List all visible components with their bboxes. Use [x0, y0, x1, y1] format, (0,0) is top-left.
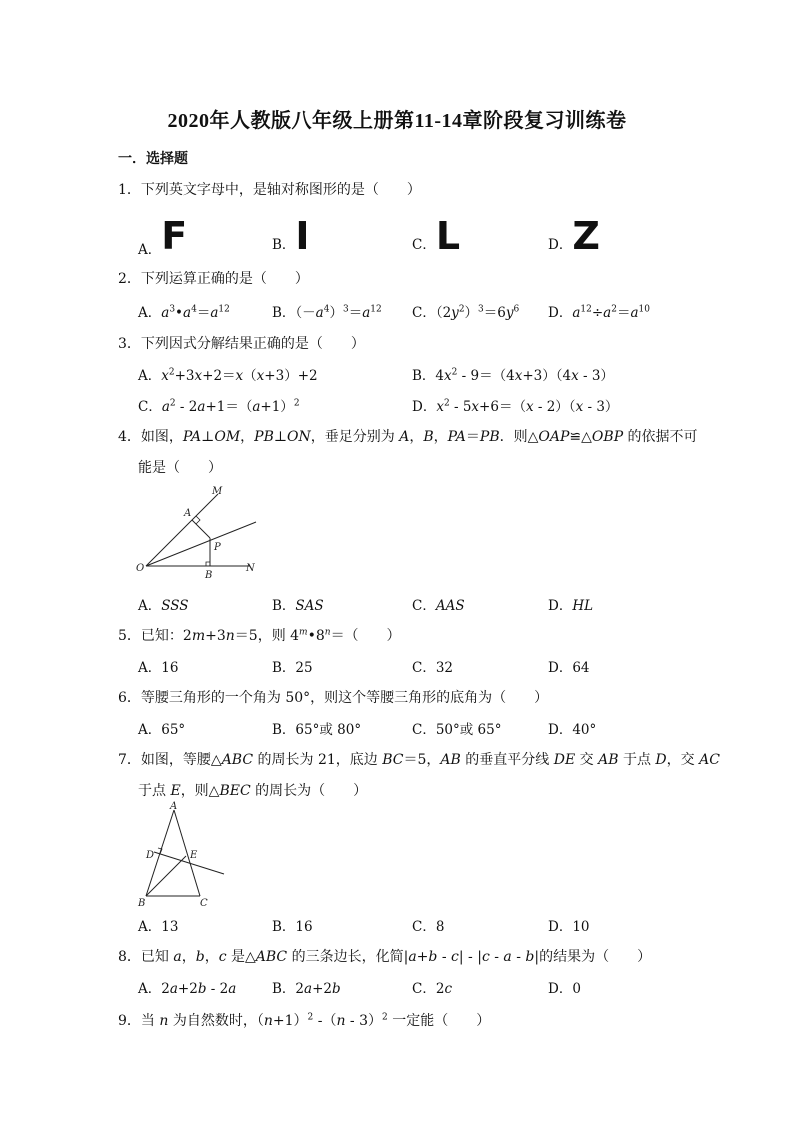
question-4-line2: 能是（ ） — [138, 460, 222, 476]
q7-label-b: B — [138, 898, 146, 908]
q3-option-c: C．$a^2 - 2a+1=(a+1)^2$ — [138, 398, 300, 415]
question-4-line1: 4．如图，PA⊥OM，PB⊥ON，垂足分别为 A，B，PA＝PB．则△OAP≌△OBP 的依据不可 — [118, 429, 698, 445]
q2-option-b-label: B．（－ — [272, 305, 316, 321]
q1-option-c — [412, 214, 460, 258]
q1-option-a-label: A． — [138, 242, 162, 258]
q7-option-b: B．16 — [272, 919, 313, 935]
q5-option-c: C．32 — [412, 660, 454, 676]
q6-option-c: C．50°或 65° — [412, 722, 502, 738]
q4-label-o: O — [136, 563, 145, 574]
question-7-prefix: 7．如图，等腰△ — [118, 752, 222, 768]
q2-option-a-label: A． — [138, 305, 162, 321]
question-4-prefix: 4．如图， — [118, 429, 183, 445]
q3-option-d-label: D． — [412, 399, 437, 415]
section-heading: 一．选择题 — [118, 151, 188, 167]
q4-option-d-value: HL — [572, 598, 594, 614]
q8-option-c: C．2c — [412, 981, 452, 997]
q7-option-c: C．8 — [412, 919, 445, 935]
question-6-stem: 6．等腰三角形的一个角为 50°，则这个等腰三角形的底角为（ ） — [118, 690, 549, 706]
q2-option-d-label: D． — [548, 305, 573, 321]
q1-option-d — [548, 214, 600, 258]
question-7-line1: 7．如图，等腰△ABC 的周长为 21，底边 BC＝5，AB 的垂直平分线 DE 交 AB 于点 D，交 AC — [118, 752, 720, 768]
q5-option-d: D．64 — [548, 660, 590, 676]
q3-option-d: D．$x^2 - 5x+6=(x - 2)(x - 3)$ — [412, 398, 619, 415]
question-1-stem: 1．下列英文字母中，是轴对称图形的是（ ） — [118, 182, 421, 198]
q4-figure — [132, 482, 262, 582]
question-7-line2: 于点 E，则△BEC 的周长为（ ） — [138, 783, 368, 799]
q4-option-a — [138, 594, 189, 614]
q4-option-b — [272, 594, 324, 614]
question-5-stem: 5．已知：2m+3n＝5，则 $4^m•8^n=$（ ） — [118, 627, 401, 644]
q4-option-a-label: A． — [138, 598, 162, 614]
q4-label-m: M — [212, 486, 223, 497]
q8-option-c-label: C． — [412, 981, 436, 997]
q8-option-b-label: B． — [272, 981, 296, 997]
q4-label-p: P — [214, 542, 221, 553]
q2-option-a: A．$a^3•a^4=a^{12}$ — [138, 304, 230, 321]
q4-option-a-value: SSS — [161, 598, 189, 614]
q1-letter-l: L — [435, 214, 461, 258]
q1-option-b — [272, 214, 310, 258]
page-title: 2020年人教版八年级上册第11-14章阶段复习训练卷 — [167, 110, 627, 132]
q5-option-a: A．16 — [138, 660, 179, 676]
question-9-stem: 9．当 n 为自然数时，$(n+1)^2$ -（n - 3）$^2$ 一定能（ ） — [118, 1012, 491, 1029]
q4-option-b-value: SAS — [295, 598, 324, 614]
question-9-prefix: 9．当 — [118, 1013, 155, 1029]
q4-label-a: A — [184, 508, 192, 519]
q1-option-b-label: B． — [272, 237, 296, 253]
q4-option-c — [412, 594, 465, 614]
q3-option-c-label: C． — [138, 399, 162, 415]
q3-option-b: B．$4x^2 - 9=(4x+3)(4x - 3)$ — [412, 367, 614, 384]
q2-option-d: D．$a^{12}\div a^2=a^{10}$ — [548, 304, 650, 321]
q1-option-c-label: C． — [412, 237, 436, 253]
q8-option-b: B．2a+2b — [272, 981, 341, 997]
question-5-prefix: 5．已知：2 — [118, 628, 192, 644]
q6-option-b: B．65°或 80° — [272, 722, 362, 738]
q3-option-b-label: B．4 — [412, 368, 445, 384]
q4-option-c-value: AAS — [435, 598, 465, 614]
q1-letter-i: I — [295, 214, 310, 258]
q7-option-a: A．13 — [138, 919, 179, 935]
question-2-stem: 2．下列运算正确的是（ ） — [118, 271, 309, 287]
q5-option-b: B．25 — [272, 660, 313, 676]
q7-option-d: D．10 — [548, 919, 590, 935]
q4-option-d-label: D． — [548, 598, 573, 614]
q7-figure — [132, 800, 232, 908]
question-8-prefix: 8．已知 — [118, 949, 169, 965]
q1-letter-f: F — [161, 214, 188, 258]
question-3-stem: 3．下列因式分解结果正确的是（ ） — [118, 336, 365, 352]
q1-letter-z: Z — [572, 214, 600, 258]
q8-option-a: A．2a+2b - 2a — [138, 981, 237, 997]
q8-option-d: D．0 — [548, 981, 581, 997]
q3-option-a-label: A． — [138, 368, 162, 384]
q7-label-c: C — [200, 898, 208, 908]
q7-label-e: E — [190, 850, 198, 861]
question-7-line2-prefix: 于点 — [138, 783, 166, 799]
q4-option-c-label: C． — [412, 598, 436, 614]
q7-label-a: A — [170, 801, 178, 812]
q3-option-a: A．$x^2+3x+2=x(x+3)+2$ — [138, 367, 318, 384]
q7-label-d: D — [146, 850, 155, 861]
q4-option-d — [548, 594, 593, 614]
q1-option-a — [138, 214, 187, 258]
q2-option-b: B．$(-a^4)^3=a^{12}$ — [272, 304, 382, 321]
q4-option-b-label: B． — [272, 598, 296, 614]
q8-option-a-label: A． — [138, 981, 162, 997]
q6-option-d: D．40° — [548, 722, 597, 738]
question-8-stem: 8．已知 a，b，c 是△ABC 的三条边长，化简|a+b - c| - |c - a - b|的结果为（ ） — [118, 949, 652, 965]
q4-label-n: N — [246, 563, 255, 574]
q6-option-a: A．65° — [138, 722, 186, 738]
q4-label-b: B — [205, 570, 213, 581]
q2-option-c: C．$(2y^2)^3=6y^6$ — [412, 304, 520, 321]
q1-option-d-label: D． — [548, 237, 573, 253]
q2-option-c-label: C．（2 — [412, 305, 452, 321]
